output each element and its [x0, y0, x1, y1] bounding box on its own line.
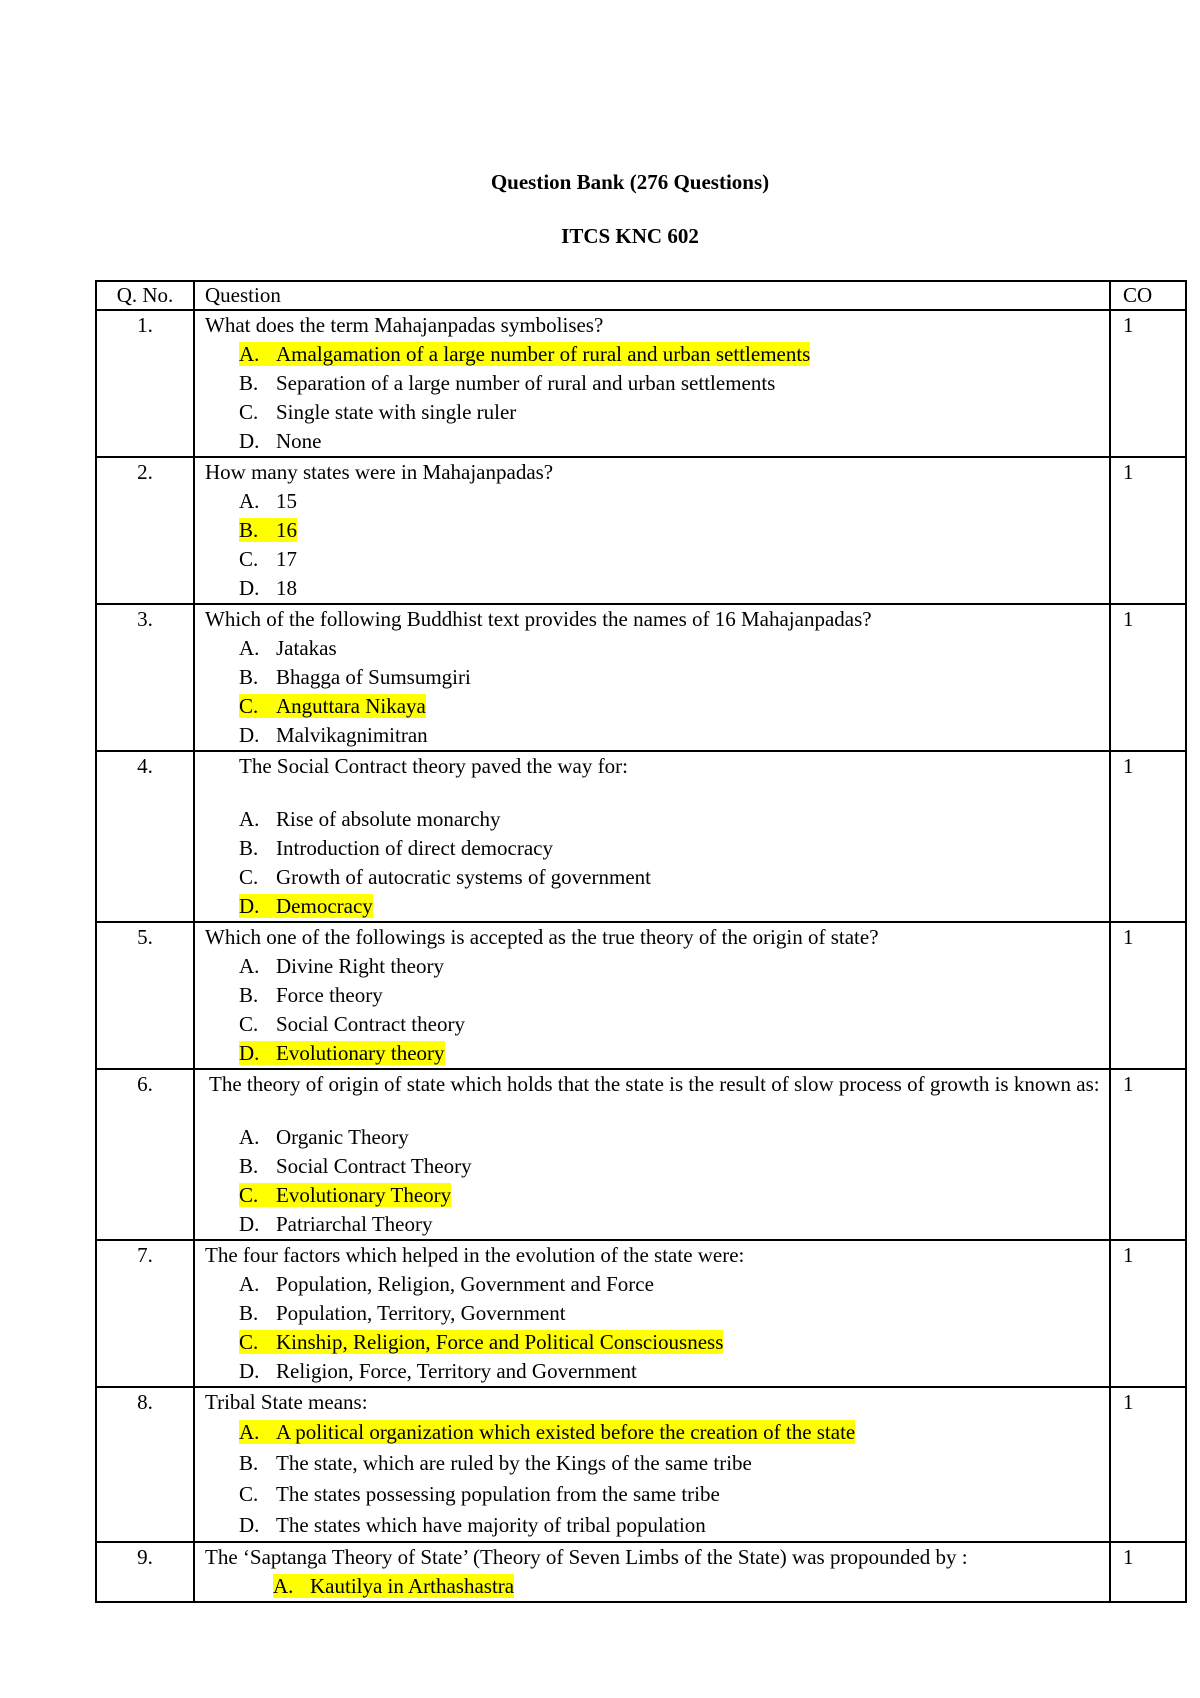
option-content	[239, 1012, 465, 1036]
option-text: Amalgamation of a large number of rural and urban settlements	[276, 342, 811, 366]
header-co: CO	[1110, 281, 1186, 310]
option-letter: C.	[239, 1012, 259, 1036]
answer-option	[205, 427, 1109, 456]
question-cell	[194, 1542, 1110, 1602]
option-letter: B.	[239, 983, 259, 1007]
page-title: Question Bank (276 Questions)	[490, 170, 770, 194]
option-letter: B.	[239, 1451, 259, 1475]
answer-option	[205, 516, 1109, 545]
option-text: Religion, Force, Territory and Government	[276, 1359, 637, 1383]
question-number: 4.	[96, 751, 194, 922]
option-text: Introduction of direct democracy	[276, 836, 553, 860]
option-text: Jatakas	[276, 636, 337, 660]
option-content	[239, 865, 651, 889]
option-content	[239, 1359, 637, 1383]
option-letter: B.	[239, 1154, 259, 1178]
answer-option	[205, 1417, 1109, 1448]
answer-option	[205, 1039, 1109, 1068]
question-text: Tribal State means:	[205, 1390, 368, 1414]
option-text: Population, Territory, Government	[276, 1301, 566, 1325]
answer-option	[205, 1010, 1109, 1039]
option-letter: A.	[239, 489, 260, 513]
question-text: How many states were in Mahajanpadas?	[205, 460, 554, 484]
answer-option	[205, 1448, 1109, 1479]
question-number: 5.	[96, 922, 194, 1069]
question-text: Which one of the followings is accepted as the true theory of the origin of state?	[205, 925, 879, 949]
option-letter: D.	[239, 894, 260, 918]
question-number: 3.	[96, 604, 194, 751]
table-row	[96, 310, 1186, 457]
answer-option	[205, 340, 1109, 369]
question-cell	[194, 1069, 1110, 1240]
question-text: The four factors which helped in the evolution of the state were:	[205, 1243, 745, 1267]
answer-option	[205, 1181, 1109, 1210]
option-letter: D.	[239, 1359, 260, 1383]
question-number: 2.	[96, 457, 194, 604]
question-cell	[194, 604, 1110, 751]
correct-answer	[239, 894, 373, 918]
answer-option	[205, 952, 1109, 981]
question-number: 9.	[96, 1542, 194, 1602]
course-outcome: 1	[1110, 604, 1186, 751]
option-content	[239, 489, 297, 513]
option-content	[239, 636, 337, 660]
table-row	[96, 1069, 1186, 1240]
answer-option	[205, 1357, 1109, 1386]
option-letter: D.	[239, 1513, 260, 1537]
option-letter: D.	[239, 576, 260, 600]
question-number: 6.	[96, 1069, 194, 1240]
option-text: Patriarchal Theory	[276, 1212, 433, 1236]
option-content	[239, 576, 297, 600]
option-content	[239, 400, 516, 424]
option-text: 18	[276, 576, 297, 600]
option-text: Anguttara Nikaya	[276, 694, 426, 718]
question-text: The theory of origin of state which holds that the state is the result of slow process of growth is known as:	[209, 1072, 1100, 1096]
correct-answer	[239, 1183, 451, 1207]
option-letter: D.	[239, 429, 260, 453]
option-text: Kinship, Religion, Force and Political Consciousness	[276, 1330, 724, 1354]
option-text: Single state with single ruler	[276, 400, 517, 424]
question-number: 1.	[96, 310, 194, 457]
table-row	[96, 1240, 1186, 1387]
answer-option	[205, 1572, 1109, 1601]
option-content	[239, 723, 428, 747]
question-cell	[194, 1240, 1110, 1387]
answer-option	[205, 545, 1109, 574]
option-letter: B.	[239, 371, 259, 395]
answer-option	[205, 1123, 1109, 1152]
option-text: Population, Religion, Government and Force	[276, 1272, 654, 1296]
option-text: Growth of autocratic systems of government	[276, 865, 651, 889]
question-number: 8.	[96, 1387, 194, 1542]
option-letter: C.	[239, 547, 259, 571]
correct-answer	[239, 694, 426, 718]
option-content	[239, 807, 501, 831]
table-row	[96, 751, 1186, 922]
option-letter: D.	[239, 1212, 260, 1236]
answer-option	[205, 1210, 1109, 1239]
option-text: 16	[276, 518, 297, 542]
question-cell	[194, 922, 1110, 1069]
option-letter: C.	[239, 400, 259, 424]
option-text: The states which have majority of tribal population	[276, 1513, 706, 1537]
course-outcome: 1	[1110, 1240, 1186, 1387]
course-outcome: 1	[1110, 1542, 1186, 1602]
correct-answer	[239, 1041, 445, 1065]
option-letter: B.	[239, 1301, 259, 1325]
question-text: The ‘Saptanga Theory of State’ (Theory of Seven Limbs of the State) was propounded by :	[205, 1545, 968, 1569]
question-text: The Social Contract theory paved the way for:	[239, 754, 628, 778]
option-content	[239, 1272, 654, 1296]
question-cell	[194, 457, 1110, 604]
answer-option	[205, 1510, 1109, 1541]
option-content	[239, 1451, 752, 1475]
answer-option	[205, 805, 1109, 834]
answer-option	[205, 1152, 1109, 1181]
option-text: Social Contract theory	[276, 1012, 465, 1036]
table-row	[96, 922, 1186, 1069]
option-letter: C.	[239, 694, 259, 718]
answer-option	[205, 1299, 1109, 1328]
option-letter: A.	[239, 1272, 260, 1296]
option-content	[239, 1125, 409, 1149]
answer-option	[205, 634, 1109, 663]
option-text: The state, which are ruled by the Kings of the same tribe	[276, 1451, 752, 1475]
question-text: Which of the following Buddhist text provides the names of 16 Mahajanpadas?	[205, 607, 872, 631]
option-text: The states possessing population from the same tribe	[276, 1482, 720, 1506]
answer-option	[205, 1479, 1109, 1510]
option-letter: A.	[239, 807, 260, 831]
option-text: Bhagga of Sumsumgiri	[276, 665, 471, 689]
option-text: Kautilya in Arthashastra	[310, 1574, 515, 1598]
course-outcome: 1	[1110, 922, 1186, 1069]
option-letter: C.	[239, 1482, 259, 1506]
option-content	[239, 1212, 432, 1236]
option-letter: D.	[239, 1041, 260, 1065]
course-outcome: 1	[1110, 1387, 1186, 1542]
option-content	[239, 954, 444, 978]
answer-option	[205, 574, 1109, 603]
option-content	[239, 836, 553, 860]
option-letter: B.	[239, 665, 259, 689]
option-text: Social Contract Theory	[276, 1154, 472, 1178]
option-letter: C.	[239, 865, 259, 889]
table-row	[96, 604, 1186, 751]
option-text: Separation of a large number of rural and urban settlements	[276, 371, 776, 395]
correct-answer	[239, 1420, 855, 1444]
answer-option	[205, 398, 1109, 427]
course-outcome: 1	[1110, 457, 1186, 604]
answer-option	[205, 981, 1109, 1010]
table-row	[96, 1387, 1186, 1542]
option-content	[239, 429, 322, 453]
option-content	[239, 371, 775, 395]
correct-answer	[239, 342, 810, 366]
question-text: What does the term Mahajanpadas symbolises?	[205, 313, 604, 337]
answer-option	[205, 892, 1109, 921]
option-text: Evolutionary theory	[276, 1041, 445, 1065]
question-number: 7.	[96, 1240, 194, 1387]
option-text: A political organization which existed before the creation of the state	[276, 1420, 856, 1444]
course-outcome: 1	[1110, 751, 1186, 922]
answer-option	[205, 692, 1109, 721]
option-text: Organic Theory	[276, 1125, 409, 1149]
answer-option	[205, 1270, 1109, 1299]
option-letter: A.	[239, 954, 260, 978]
header-qno: Q. No.	[96, 281, 194, 310]
answer-option	[205, 663, 1109, 692]
question-table	[95, 280, 1187, 1603]
question-cell	[194, 751, 1110, 922]
table-header-row	[96, 281, 1186, 310]
option-letter: C.	[239, 1183, 259, 1207]
option-content	[239, 1301, 566, 1325]
option-letter: A.	[239, 636, 260, 660]
header-question: Question	[194, 281, 1110, 310]
option-text: 15	[276, 489, 297, 513]
correct-answer	[239, 518, 297, 542]
question-cell	[194, 310, 1110, 457]
answer-option	[205, 721, 1109, 750]
option-letter: A.	[273, 1574, 294, 1598]
option-content	[239, 665, 471, 689]
option-letter: B.	[239, 836, 259, 860]
option-content	[239, 1154, 472, 1178]
option-text: Democracy	[276, 894, 373, 918]
option-text: Force theory	[276, 983, 383, 1007]
question-cell	[194, 1387, 1110, 1542]
answer-option	[205, 834, 1109, 863]
option-letter: A.	[239, 1125, 260, 1149]
answer-option	[205, 1328, 1109, 1357]
option-content	[239, 547, 297, 571]
option-letter: D.	[239, 723, 260, 747]
table-row	[96, 457, 1186, 604]
course-code: ITCS KNC 602	[561, 224, 699, 248]
option-content	[239, 1513, 706, 1537]
option-content	[239, 1482, 720, 1506]
option-text: Divine Right theory	[276, 954, 444, 978]
option-content	[239, 983, 383, 1007]
option-letter: A.	[239, 1420, 260, 1444]
option-letter: B.	[239, 518, 259, 542]
option-letter: C.	[239, 1330, 259, 1354]
option-text: None	[276, 429, 322, 453]
option-letter: A.	[239, 342, 260, 366]
table-row	[96, 1542, 1186, 1602]
option-text: 17	[276, 547, 297, 571]
correct-answer	[239, 1330, 723, 1354]
option-text: Malvikagnimitran	[276, 723, 428, 747]
course-outcome: 1	[1110, 1069, 1186, 1240]
answer-option	[205, 487, 1109, 516]
course-outcome: 1	[1110, 310, 1186, 457]
answer-option	[205, 863, 1109, 892]
option-text: Evolutionary Theory	[276, 1183, 452, 1207]
correct-answer	[273, 1574, 514, 1598]
option-text: Rise of absolute monarchy	[276, 807, 501, 831]
answer-option	[205, 369, 1109, 398]
